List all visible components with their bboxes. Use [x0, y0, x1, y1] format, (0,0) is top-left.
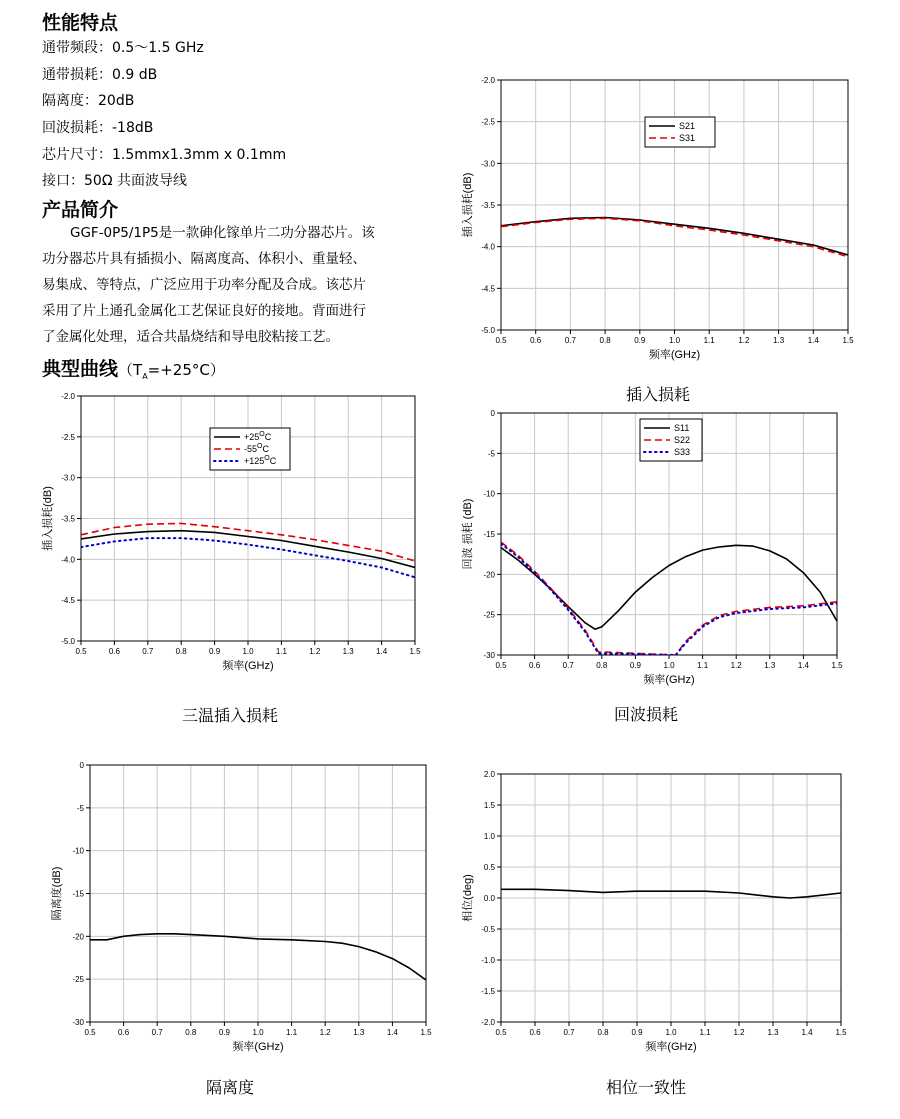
y-tick-label: 0	[79, 761, 84, 770]
x-tick-label: 1.0	[252, 1028, 264, 1037]
y-tick-label: -2.0	[481, 76, 495, 85]
x-tick-label: 1.4	[807, 336, 819, 345]
x-tick-label: 1.2	[309, 647, 321, 656]
curves-condition: $(T_A=+25^\circ C)$	[118, 361, 225, 381]
x-tick-label: 0.7	[151, 1028, 163, 1037]
y-tick-label: -5.0	[61, 637, 75, 646]
x-tick-label: 1.0	[242, 647, 254, 656]
x-tick-label: 1.4	[801, 1028, 813, 1037]
y-tick-label: -1.5	[481, 987, 495, 996]
y-tick-label: -4.0	[61, 555, 75, 565]
x-tick-label: 1.3	[342, 647, 354, 656]
x-tick-label: 1.3	[764, 661, 776, 670]
x-tick-label: 0.8	[175, 647, 187, 656]
x-tick-label: 1.5	[835, 1028, 847, 1037]
x-tick-label: 0.8	[185, 1028, 197, 1037]
y-tick-label: -15	[72, 889, 84, 899]
intro-title: 产品简介	[42, 199, 119, 221]
spec-line: 芯片尺寸：1.5mmx1.3mm x 0.1mm	[42, 147, 287, 163]
spec-line: 通带损耗：0.9 dB	[42, 67, 158, 83]
legend-label: S21	[679, 121, 696, 131]
x-tick-label: 1.5	[420, 1028, 432, 1037]
intro-line: 功分器芯片具有插损小、隔离度高、体积小、重量轻、	[42, 251, 366, 267]
spec-line: 通带频段：0.5～1.5 GHz	[42, 40, 204, 56]
curves-title	[42, 354, 225, 381]
x-axis-label: 频率(GHz)	[648, 349, 701, 361]
x-tick-label: 0.9	[629, 661, 641, 670]
y-axis-label: 回波 损耗 (dB)	[462, 498, 474, 570]
legend-label	[244, 431, 272, 442]
y-tick-label: -4.0	[481, 242, 495, 252]
x-tick-label: 0.6	[529, 661, 541, 670]
x-tick-label: 1.2	[730, 661, 742, 670]
features-title: 性能特点	[42, 12, 119, 34]
caption-insertion-loss: 插入损耗	[625, 385, 690, 404]
y-tick-label: -0.5	[481, 925, 495, 934]
y-tick-label: -5	[487, 449, 495, 459]
legend-label: S31	[679, 133, 696, 143]
y-tick-label: -3.0	[481, 159, 495, 169]
x-tick-label: 1.4	[797, 661, 809, 670]
spec-line: 接口：50Ω 共面波导线	[42, 173, 187, 189]
x-tick-label: 1.0	[668, 336, 681, 345]
legend-label-unit: C	[264, 432, 272, 442]
y-tick-label: 1.0	[483, 832, 495, 841]
y-tick-label: -5.0	[481, 326, 495, 335]
legend-label-sup: O	[257, 443, 263, 450]
x-tick-label: 1.2	[733, 1028, 745, 1037]
x-tick-label: 0.7	[142, 647, 154, 656]
x-tick-label: 0.5	[75, 647, 87, 656]
legend-label-base: +125	[244, 456, 265, 466]
x-tick-label: 0.5	[495, 1028, 507, 1037]
x-tick-label: 0.8	[599, 336, 611, 345]
x-tick-label: 1.1	[697, 661, 709, 670]
y-tick-label: -3.5	[61, 514, 75, 524]
legend-label-unit: C	[269, 456, 277, 466]
y-tick-label: -4.5	[61, 596, 75, 606]
y-tick-label: -20	[483, 570, 495, 580]
y-tick-label: -25	[483, 610, 495, 620]
y-tick-label: -20	[72, 932, 84, 942]
legend-label-sup: O	[259, 431, 265, 438]
x-tick-label: 0.5	[495, 336, 507, 345]
y-axis-label: 隔离度(dB)	[51, 866, 63, 921]
isolation-chart	[40, 758, 440, 1068]
intro-line: GGF-0P5/1P5是一款砷化镓单片二功分器芯片。该	[70, 225, 375, 241]
legend-label-unit: C	[262, 444, 269, 454]
x-tick-label: 1.1	[699, 1028, 711, 1037]
x-tick-label: 1.1	[275, 647, 287, 656]
y-tick-label: 1.5	[483, 801, 495, 810]
y-tick-label: -5	[76, 803, 84, 813]
intro-line: 采用了片上通孔金属化工艺保证良好的接地。背面进行	[42, 303, 366, 319]
y-tick-label: -1.0	[481, 956, 495, 965]
y-tick-label: -3.0	[61, 473, 75, 483]
x-tick-label: 0.5	[84, 1028, 96, 1037]
x-tick-label: 1.5	[831, 661, 843, 670]
spec-line: 回波损耗：-18dB	[42, 120, 154, 136]
legend-label-sup: O	[264, 455, 270, 462]
y-tick-label: 2.0	[483, 770, 495, 779]
phase-chart	[455, 766, 865, 1066]
spec-line: 隔离度：20dB	[42, 93, 135, 109]
y-tick-label: -30	[72, 1018, 84, 1027]
x-tick-label: 1.4	[376, 647, 388, 656]
x-tick-label: 0.7	[564, 336, 576, 345]
x-tick-label: 1.2	[738, 336, 750, 345]
x-tick-label: 0.6	[108, 647, 120, 656]
caption-return-loss: 回波损耗	[613, 705, 678, 724]
caption-phase: 相位一致性	[605, 1078, 686, 1097]
y-tick-label: -3.5	[481, 201, 495, 210]
x-tick-label: 0.8	[597, 1028, 609, 1037]
x-axis-label: 频率(GHz)	[645, 1041, 697, 1053]
y-axis-label: 插入损耗(dB)	[462, 172, 474, 238]
y-tick-label: -4.5	[481, 284, 495, 294]
x-tick-label: 1.5	[842, 336, 854, 345]
legend-label-base: -55	[244, 444, 258, 454]
x-tick-label: 1.5	[409, 647, 421, 656]
x-tick-label: 0.5	[495, 661, 507, 670]
three-temp-chart	[35, 388, 435, 688]
x-tick-label: 1.3	[773, 336, 785, 345]
x-tick-label: 1.1	[703, 336, 715, 345]
legend-label: S11	[674, 423, 690, 433]
y-tick-label: -30	[483, 651, 495, 660]
legend-label: S33	[674, 447, 691, 457]
y-tick-label: -2.0	[481, 1018, 495, 1027]
x-tick-label: 1.0	[663, 661, 675, 670]
return-loss-chart	[455, 405, 865, 695]
y-axis-label: 相位(deg)	[462, 874, 474, 922]
y-tick-label: -15	[483, 530, 495, 539]
x-tick-label: 1.3	[767, 1028, 779, 1037]
x-axis-label: 频率(GHz)	[232, 1041, 284, 1053]
insertion-loss-chart	[455, 75, 865, 375]
legend-label	[244, 443, 269, 454]
caption-isolation: 隔离度	[205, 1078, 254, 1097]
y-tick-label: -2.5	[481, 117, 495, 127]
x-tick-label: 1.2	[319, 1028, 331, 1037]
y-tick-label: -25	[72, 975, 84, 985]
y-tick-label: -2.5	[61, 432, 75, 442]
y-tick-label: 0.5	[483, 863, 495, 872]
y-tick-label: 0.0	[483, 894, 495, 903]
y-tick-label: -10	[483, 489, 495, 499]
legend-label	[244, 455, 277, 466]
x-axis-label: 频率(GHz)	[222, 660, 274, 672]
x-tick-label: 0.7	[563, 1028, 575, 1037]
x-tick-label: 0.7	[562, 661, 574, 670]
curves-title-text: 典型曲线	[42, 358, 119, 380]
x-tick-label: 0.6	[530, 336, 542, 345]
x-axis-label: 频率(GHz)	[643, 674, 695, 686]
intro-paragraph	[42, 220, 422, 350]
x-tick-label: 0.9	[634, 336, 646, 345]
x-tick-label: 0.8	[596, 661, 608, 670]
legend-label: S22	[674, 435, 691, 445]
intro-line: 易集成、等特点，广泛应用于功率分配及合成。该芯片	[42, 277, 366, 293]
caption-three-temp: 三温插入损耗	[181, 706, 278, 725]
y-axis-label: 插入损耗(dB)	[42, 486, 54, 551]
x-tick-label: 0.6	[529, 1028, 541, 1037]
x-tick-label: 0.9	[631, 1028, 643, 1037]
y-tick-label: -10	[72, 846, 84, 856]
y-tick-label: -2.0	[61, 392, 75, 401]
x-tick-label: 1.4	[386, 1028, 398, 1037]
x-tick-label: 1.1	[286, 1028, 298, 1037]
x-tick-label: 0.6	[118, 1028, 130, 1037]
intro-line: 了金属化处理，适合共晶烧结和导电胶粘接工艺。	[42, 329, 339, 345]
x-tick-label: 0.9	[218, 1028, 230, 1037]
x-tick-label: 0.9	[209, 647, 221, 656]
x-tick-label: 1.0	[665, 1028, 677, 1037]
x-tick-label: 1.3	[353, 1028, 365, 1037]
y-tick-label: 0	[490, 409, 495, 418]
legend-label-base: +25	[244, 432, 260, 442]
